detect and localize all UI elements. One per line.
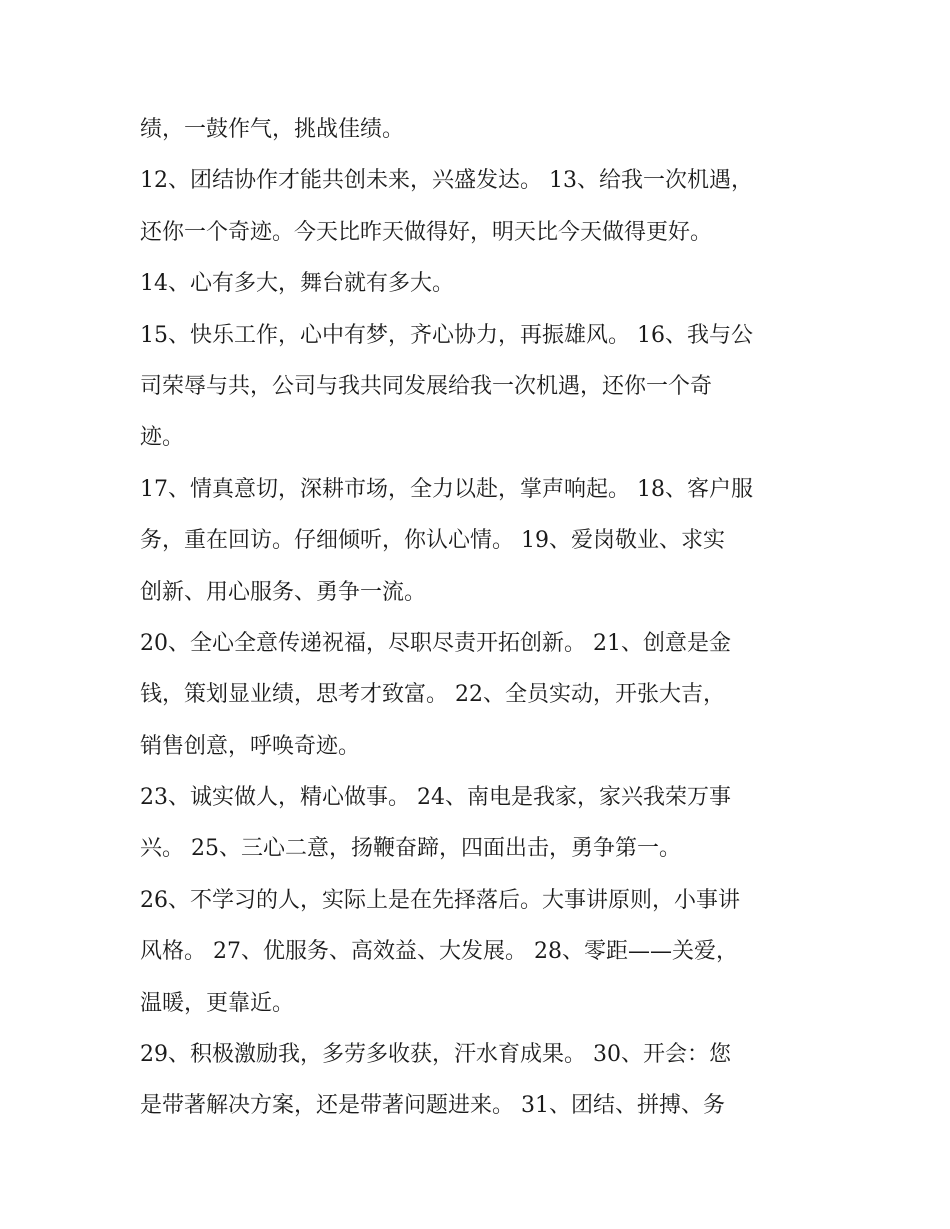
text-line: 是带著解决方案，还是带著问题进来。 31、团结、拼搏、务 bbox=[140, 1093, 725, 1119]
body-text bbox=[140, 104, 820, 1132]
text-line: 温暖，更靠近。 bbox=[140, 990, 295, 1016]
text-line: 17、情真意切，深耕市场，全力以赴，掌声响起。 18、客户服 bbox=[140, 476, 753, 502]
text-line: 钱，策划显业绩，思考才致富。 22、全员实动，开张大吉， bbox=[140, 682, 725, 708]
text-line: 司荣辱与共，公司与我共同发展给我一次机遇，还你一个奇 bbox=[140, 373, 713, 399]
text-line: 14、心有多大，舞台就有多大。 bbox=[140, 271, 454, 297]
text-line: 绩，一鼓作气，挑战佳绩。 bbox=[140, 117, 405, 142]
text-line: 还你一个奇迹。今天比昨天做得好，明天比今天做得更好。 bbox=[140, 219, 713, 245]
text-line: 风格。 27、优服务、高效益、大发展。 28、零距——关爱， bbox=[140, 939, 738, 965]
text-line: 20、全心全意传递祝福，尽职尽责开拓创新。 21、创意是金 bbox=[140, 630, 731, 656]
text-line: 务，重在回访。仔细倾听，你认心情。 19、爱岗敬业、求实 bbox=[140, 528, 725, 554]
text-line: 26、不学习的人，实际上是在先择落后。大事讲原则，小事讲 bbox=[140, 887, 740, 913]
text-line: 15、快乐工作，心中有梦，齐心协力，再振雄风。 16、我与公 bbox=[140, 322, 753, 348]
text-line: 12、团结协作才能共创未来，兴盛发达。 13、给我一次机遇， bbox=[140, 168, 753, 194]
text-line: 29、积极激励我，多劳多收获，汗水育成果。 30、开会：您 bbox=[140, 1042, 731, 1068]
text-line: 兴。 25、三心二意，扬鞭奋蹄，四面出击，勇争第一。 bbox=[140, 836, 681, 862]
text-line: 创新、用心服务、勇争一流。 bbox=[140, 579, 427, 605]
text-line: 销售创意，呼唤奇迹。 bbox=[140, 733, 361, 759]
text-line: 迹。 bbox=[140, 425, 185, 451]
text-line: 23、诚实做人，精心做事。 24、南电是我家，家兴我荣万事 bbox=[140, 785, 731, 811]
